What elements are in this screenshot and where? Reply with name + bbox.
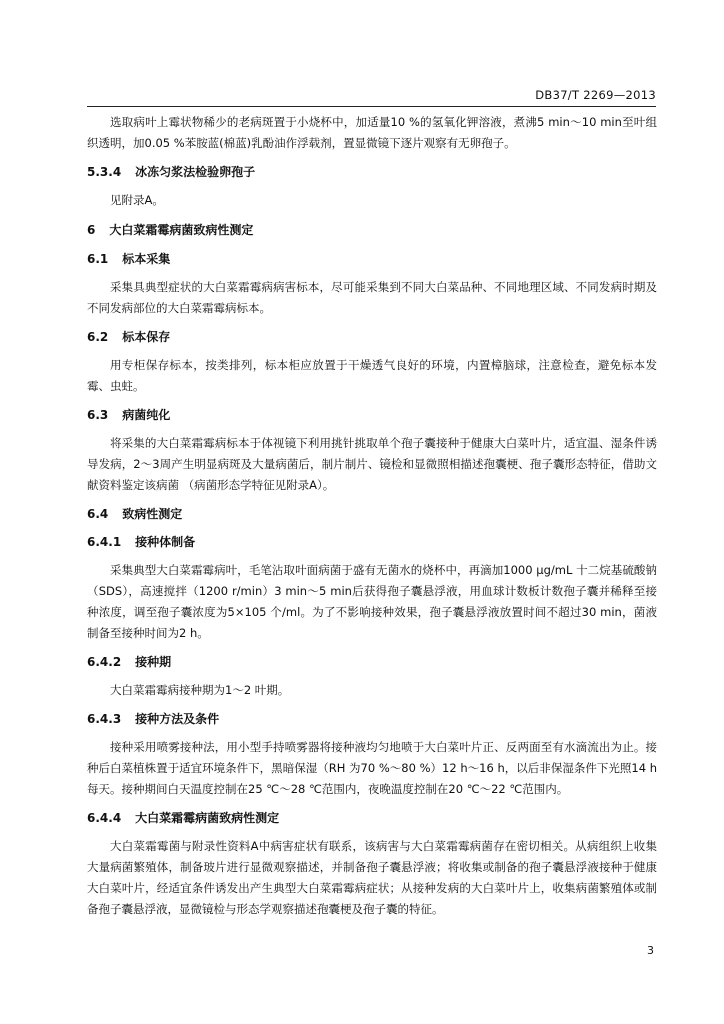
section-heading-6 — [87, 220, 657, 240]
section-number: 6.2 — [87, 330, 109, 344]
section-title: 大白菜霜霉病菌致病性测定 — [109, 223, 254, 237]
section-number: 6.1 — [87, 252, 109, 266]
section-title: 致病性测定 — [122, 507, 183, 521]
document-body — [87, 112, 657, 920]
section-title: 标本保存 — [122, 330, 171, 344]
section-title: 冰冻匀浆法检验卵孢子 — [135, 165, 256, 179]
section-heading-6-4-3 — [87, 709, 657, 729]
section-number: 5.3.4 — [87, 165, 122, 179]
section-heading-6-4-2 — [87, 652, 657, 672]
section-title: 接种方法及条件 — [135, 712, 220, 726]
section-title: 病菌纯化 — [122, 408, 171, 422]
section-number: 6.4.4 — [87, 811, 122, 825]
section-heading-6-3 — [87, 405, 657, 425]
section-number: 6.4.3 — [87, 712, 122, 726]
section-heading-6-2 — [87, 327, 657, 347]
section-number: 6.4 — [87, 507, 109, 521]
paragraph: 大白菜霜霉病接种期为1～2 叶期。 — [110, 683, 290, 697]
section-title: 接种体制备 — [135, 535, 196, 549]
paragraph: 接种采用喷雾接种法，用小型手持喷雾器将接种液均匀地喷于大白菜叶片正、反两面至有水滴流出为止。接种后白菜植株置于适宜环境条件下，黑暗保湿（RH 为70 %～80 %）12 h～16 h，以后非保湿条件下光照14 h每天。接种期间白天温度控制在25 ℃～28 ℃范围内，夜晚温度控制在20 ℃～22 ℃范围内。 — [87, 740, 657, 796]
section-title: 标本采集 — [122, 252, 171, 266]
paragraph: 将采集的大白菜霜霉病标本于体视镜下利用挑针挑取单个孢子囊接种于健康大白菜叶片，适宜温、湿条件诱导发病，2～3周产生明显病斑及大量病菌后，制片制片、镜检和显微照相描述孢囊梗、孢子囊形态特征，借助文献资料鉴定该病菌 （病菌形态学特征见附录A）。 — [87, 436, 657, 492]
section-number: 6.4.2 — [87, 655, 122, 669]
page-number: 3 — [647, 944, 654, 957]
paragraph: 选取病叶上霉状物稀少的老病斑置于小烧杯中，加适量10 %的氢氧化钾溶液，煮沸5 min～10 min至叶组织透明，加0.05 %苯胺蓝(棉蓝)乳酚油作浮载剂，置显微镜下逐片观察有无卵孢子。 — [87, 115, 657, 150]
paragraph: 用专柜保存标本，按类排列，标本柜应放置于干燥透气良好的环境，内置樟脑球，注意检查，避免标本发霉、虫蛀。 — [87, 358, 657, 393]
section-number: 6.4.1 — [87, 535, 122, 549]
section-heading-5-3-4 — [87, 162, 657, 182]
section-heading-6-4-4 — [87, 808, 657, 828]
section-title: 大白菜霜霉病菌致病性测定 — [135, 811, 280, 825]
section-number: 6.3 — [87, 408, 109, 422]
standard-code: DB37/T 2269—2013 — [535, 88, 656, 102]
section-title: 接种期 — [135, 655, 172, 669]
section-heading-6-4-1 — [87, 532, 657, 552]
section-heading-6-1 — [87, 249, 657, 269]
paragraph: 采集具典型症状的大白菜霜霉病病害标本，尽可能采集到不同大白菜品种、不同地理区域、不同发病时期及不同发病部位的大白菜霜霉病标本。 — [87, 280, 657, 315]
section-number: 6 — [87, 223, 96, 237]
header-rule — [87, 106, 656, 107]
section-heading-6-4 — [87, 504, 657, 524]
paragraph: 采集典型大白菜霜霉病叶，毛笔沾取叶面病菌于盛有无菌水的烧杯中，再滴加1000 μg/mL 十二烷基硫酸钠（SDS），高速搅拌（1200 r/min）3 min～5 min后获得孢子囊悬浮液，用血球计数板计数孢子囊并稀释至接种浓度，调至孢子囊浓度为5×105 个/ml。为了不影响接种效果，孢子囊悬浮液放置时间不超过30 min，菌液制备至接种时间为2 h。 — [87, 563, 657, 640]
paragraph: 大白菜霜霉菌与附录性资料A中病害症状有联系，该病害与大白菜霜霉病菌存在密切相关。从病组织上收集大量病菌繁殖体，制备玻片进行显微观察描述，并制备孢子囊悬浮液；将收集或制备的孢子囊悬浮液接种于健康大白菜叶片，经适宜条件诱发出产生典型大白菜霜霉病症状；从接种发病的大白菜叶片上，收集病菌繁殖体或制备孢子囊悬浮液，显微镜检与形态学观察描述孢囊梗及孢子囊的特征。 — [87, 839, 657, 916]
paragraph: 见附录A。 — [110, 193, 164, 207]
